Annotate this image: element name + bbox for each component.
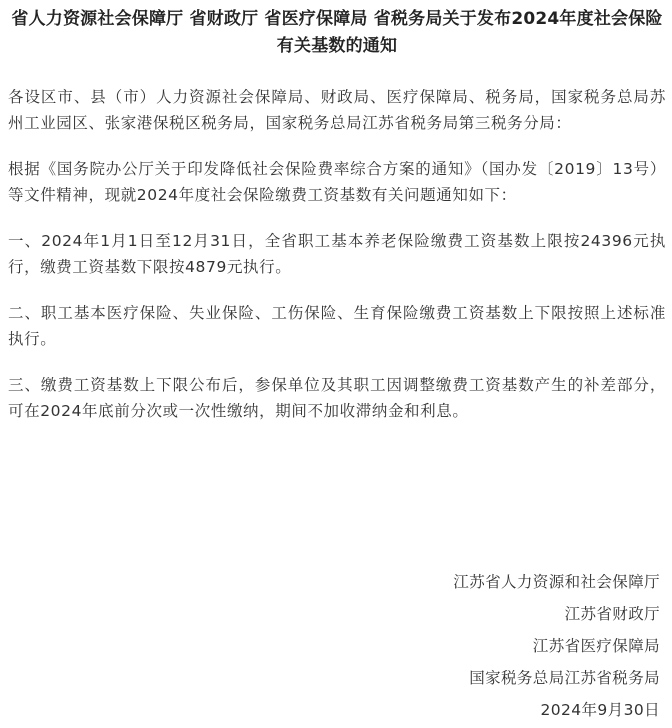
signatory-tax: 国家税务总局江苏省税务局 <box>469 669 660 687</box>
item-paragraph-1: 一、2024年1月1日至12月31日，全省职工基本养老保险缴费工资基数上限按24396元执行，缴费工资基数下限按4879元执行。 <box>8 232 666 276</box>
signature-block <box>453 566 660 726</box>
signatory-hrss: 江苏省人力资源和社会保障厅 <box>453 573 660 591</box>
item-paragraph-2: 二、职工基本医疗保险、失业保险、工伤保险、生育保险缴费工资基数上下限按照上述标准执行。 <box>8 304 666 348</box>
signatory-medical-security: 江苏省医疗保障局 <box>532 637 660 655</box>
item-paragraph-3: 三、缴费工资基数上下限公布后，参保单位及其职工因调整缴费工资基数产生的补差部分，可在2024年底前分次或一次性缴纳，期间不加收滞纳金和利息。 <box>8 376 666 420</box>
addressee-paragraph: 各设区市、县（市）人力资源社会保障局、财政局、医疗保障局、税务局，国家税务总局苏州工业园区、张家港保税区税务局，国家税务总局江苏省税务局第三税务分局： <box>8 88 666 132</box>
notice-date: 2024年9月30日 <box>540 701 660 719</box>
notice-body <box>8 84 666 424</box>
signatory-finance: 江苏省财政厅 <box>564 605 660 623</box>
intro-paragraph: 根据《国务院办公厅关于印发降低社会保险费率综合方案的通知》（国办发〔2019〕13号）等文件精神，现就2024年度社会保险缴费工资基数有关问题通知如下： <box>8 160 666 204</box>
notice-title: 省人力资源社会保障厅 省财政厅 省医疗保障局 省税务局关于发布2024年度社会保险有关基数的通知 <box>11 9 663 56</box>
